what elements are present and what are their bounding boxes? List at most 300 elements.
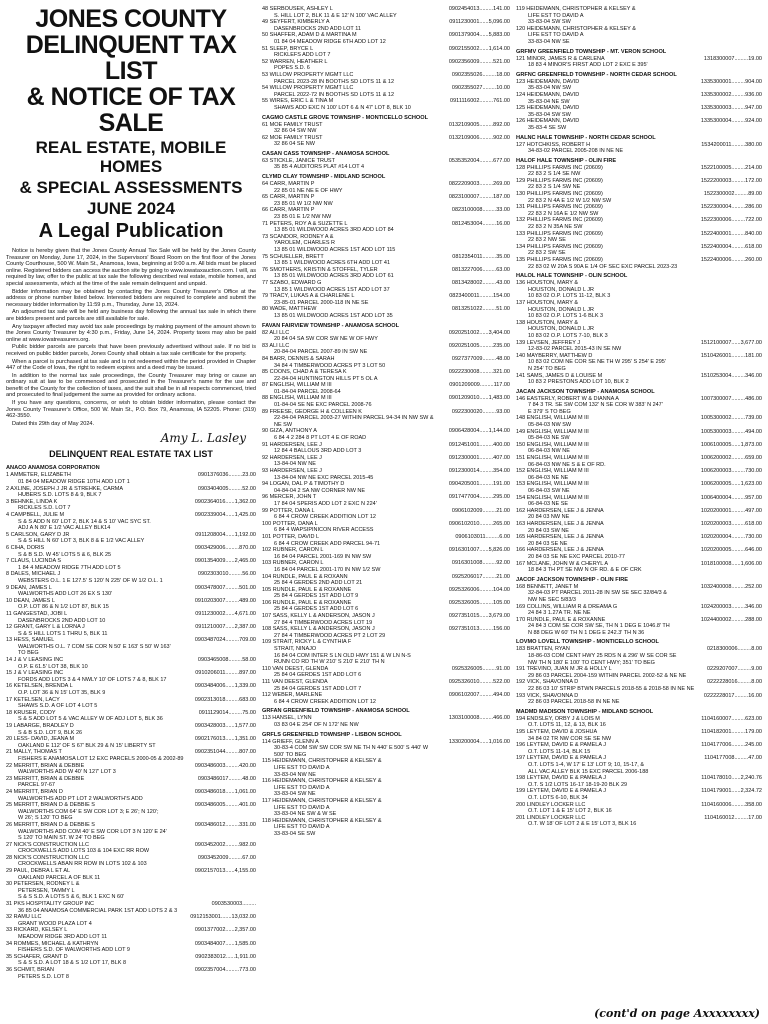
legal-description: 18 84 3 TH PT SE NW N OF RD. & E OF CRK <box>528 567 642 574</box>
legal-description: O.T. LOTS 6-10, BLK 34 <box>528 794 588 801</box>
entry-line <box>262 715 510 722</box>
legal-description: LIFE EST TO DAVID A <box>274 764 330 771</box>
entry-line <box>262 135 510 142</box>
parcel-amount: 0812453004.........16.00 <box>451 220 510 227</box>
parcel-amount: 0902155002......1,614.00 <box>448 45 510 52</box>
parcel-amount: 0902157013......4,155.00 <box>194 868 256 875</box>
tax-entry <box>262 560 510 573</box>
entry-line <box>262 692 510 699</box>
tax-entry <box>516 373 762 386</box>
owner-name: 163 HARDERSEN, LEE J & JENNA <box>516 520 604 527</box>
parcel-amount: 0925326005.........105.00 <box>448 599 510 606</box>
owner-name: 99 POTTER, DANA L <box>262 507 315 514</box>
tax-entry <box>516 815 762 828</box>
owner-name: 124 HEIDEMANN, DAVID <box>516 91 580 98</box>
parcel-amount: 0903428003......1,577.00 <box>194 723 256 729</box>
legal-description: 10 83 02 O.P. LOTS 7-10, BLK 3 <box>528 332 608 339</box>
parcel-amount: 1335300004.........924.00 <box>700 118 762 125</box>
entry-line <box>516 455 762 462</box>
entry-line <box>262 72 510 79</box>
parcel-amount: 0901379004......5,883.00 <box>448 32 510 39</box>
tax-entry <box>6 941 256 954</box>
tax-entry <box>516 755 762 775</box>
parcel-amount: 0903452002.........982.00 <box>194 841 256 848</box>
owner-name: 170 RUNDLE, PAUL E & ROXANNE <box>516 616 606 623</box>
entry-line <box>516 396 762 403</box>
entry-line <box>6 868 256 875</box>
tax-entry <box>262 508 510 521</box>
owner-name: 195 LEYTEM, DAVID & JOSHUA <box>516 729 598 735</box>
legal-description: 22 86 03 PARCEL 2018-58 IN NE NE <box>528 699 620 706</box>
legal-description: LIFE EST TO DAVID A <box>274 804 330 811</box>
tax-entry <box>6 512 256 532</box>
owner-name: 120 HEIDEMANN, CHRISTOPHER & KELSEY & <box>516 25 636 32</box>
parcel-amount: 0132109006.........902.00 <box>448 134 510 141</box>
district-heading: JACOF JACKSON TOWNSHIP - OLIN FIRE <box>516 576 628 583</box>
owner-name: 136 HOUSTON, MARY & <box>516 280 579 287</box>
legal-description: 24 84 3 COM SE COR SW SE, TH N 1 DEG E 1046.8' TH <box>528 623 670 630</box>
tax-entry <box>262 330 510 343</box>
legal-description: 6 84 4 WAPSIPINICON RIVER ACCESS <box>274 527 374 534</box>
listing-column-1 <box>6 465 256 980</box>
parcel-amount: 1335300001.........904.00 <box>700 78 762 85</box>
legal-description: S & S HILL LOTS 1 THRU 5, BLK 11 <box>18 630 108 637</box>
title-line-1: JONES COUNTY <box>35 6 227 33</box>
parcel-amount: 1032400008.........252.00 <box>700 583 762 590</box>
legal-description: SHAWS S.D. A OF LOT 4 LOT 5 <box>18 703 98 710</box>
parcel-amount: 1020200005.........646.00 <box>700 547 762 554</box>
owner-name: 125 HEIDEMANN, DAVID <box>516 105 580 112</box>
tax-entry <box>516 217 762 230</box>
tax-entry <box>516 340 762 353</box>
tax-entry <box>6 598 256 611</box>
legal-description: 23 85 01 W 1/2 NW NW <box>274 200 333 207</box>
legal-description: O.P. LOT 86 & N 1/2 LOT 87, BLK 15 <box>18 604 109 611</box>
tax-entry <box>262 207 510 220</box>
tax-entry <box>262 267 510 280</box>
entry-line <box>6 532 256 539</box>
entry-line <box>262 778 510 785</box>
tax-entry <box>262 494 510 507</box>
owner-name: 197 LEYTEM, DAVID E & PAMELA J <box>516 755 606 762</box>
tax-entry <box>6 822 256 842</box>
entry-line <box>516 561 762 568</box>
legal-description: O.T. LOTS 11, 12, & 13, BLK 16 <box>528 722 606 729</box>
subtitle-line-2: & SPECIAL ASSESSMENTS <box>19 178 243 197</box>
subtitle-line-1: REAL ESTATE, MOBILE HOMES <box>35 138 227 176</box>
parcel-amount: 0906102009.........21.00 <box>451 507 510 514</box>
legal-description: O.P. E 61.5' LOT 38, BLK 10 <box>18 663 88 670</box>
owner-name: 149 ENGLISH, WILLIAM M III <box>516 428 589 435</box>
owner-name: 128 PHILLIPS FARMS INC (20609) <box>516 164 603 171</box>
parcel-amount: 0911129014.........75.00 <box>198 709 256 716</box>
parcel-amount: 0925326010.........522.00 <box>448 679 510 685</box>
district-heading: CAGMO CASTLE GROVE TOWNSHIP - MONTICELLO SCHOOL <box>262 114 429 121</box>
tax-entry <box>516 468 762 481</box>
entry-line <box>262 207 510 214</box>
parcel-amount: 0925206017.........21.00 <box>451 573 510 580</box>
entry-line <box>262 626 510 633</box>
parcel-amount: 1104182001.........179.00 <box>701 729 762 735</box>
tax-entry <box>516 429 762 442</box>
owner-name: 4 CAMPBELL, JULIE M <box>6 512 65 518</box>
legal-description: 18 83 4 MINOR'S FIRST ADD LOT 2 EXC E 395' <box>528 62 648 69</box>
legal-description: 13 85 01 WILDWOOD ACRES 1ST ADD LOT 115 <box>274 247 396 253</box>
owner-name: 137 HOUSTON, MARY & <box>516 299 579 306</box>
legal-description: N 88 DEG W 60' TH N 1 DEG E 242.3' TH N 36 <box>528 629 645 636</box>
legal-description: RUNN CO RD TH W 210' S 210' E 210' TH N <box>274 659 385 666</box>
parcel-amount: 0904205001.........191.00 <box>448 481 510 488</box>
tax-entry <box>262 194 510 207</box>
owner-name: 200 LINDLEY LOCKER LLC <box>516 801 586 808</box>
entry-line <box>262 455 510 462</box>
parcel-amount: 1006200003.........730.00 <box>700 468 762 475</box>
legal-description: 25 84 4 GERDES 1ST ADD LOT 6 <box>274 606 359 613</box>
owner-name: 93 HARDERSEN, LEE J <box>262 468 322 474</box>
entry-line <box>6 637 256 644</box>
tax-entry <box>262 639 510 665</box>
tax-entry <box>262 98 510 111</box>
entry-line <box>262 468 510 475</box>
listing-column-3 <box>516 6 762 828</box>
parcel-amount: 0911230002......4,671.00 <box>195 610 256 617</box>
parcel-amount: 0222228016.........8.00 <box>706 679 762 686</box>
parcel-amount: 0902313018.........683.00 <box>194 696 256 703</box>
parcel-amount <box>508 798 510 805</box>
owner-name: 35 SCHAFER, GRANT D <box>6 953 68 960</box>
tax-entry <box>6 657 256 670</box>
parcel-amount: 0902357004.........773.00 <box>194 966 256 973</box>
entry-line <box>262 481 510 488</box>
owner-name: 63 STICKLE, JANICE TRUST <box>262 157 335 164</box>
district-heading: GRFMV GREENFIELD TOWNSHIP - MT. VERON SCHOOL <box>516 48 667 55</box>
tax-entry <box>262 666 510 679</box>
parcel-amount: 1522100005.........214.00 <box>700 164 762 171</box>
tax-entry <box>262 181 510 194</box>
owner-name: 53 WILLOW PROPERTY MGMT LLC <box>262 71 354 78</box>
tax-entry <box>262 409 510 429</box>
owner-name: 27 NICK'S CONSTRUCTION LLC <box>6 841 89 848</box>
legal-description: 13 85 01 WILDWOOD ACRES 1ST ADD LOT 35 <box>274 312 393 319</box>
parcel-amount: 0901209009.........117.00 <box>449 382 510 389</box>
legal-description: 17 84 04 SPERIS ADD LOT 2 EXC N 224' <box>274 500 377 507</box>
legal-description: 32 86 04 SW NW <box>274 128 317 135</box>
parcel-amount: 0902356009.........521.00 <box>448 58 510 65</box>
entry-line <box>262 547 510 554</box>
parcel-amount: 1005300002.........739.00 <box>700 415 762 422</box>
legal-description: WALWORTHS ADD COM 40' E SW COR LOT 3 N 120' E 24' <box>18 828 167 835</box>
entry-line <box>6 855 256 862</box>
tax-entry <box>6 585 256 598</box>
tax-entry <box>516 534 762 547</box>
legal-description: TO BEG <box>18 650 39 657</box>
entry-line <box>262 158 510 165</box>
entry-line <box>6 967 256 974</box>
parcel-amount: 1020200004.........730.00 <box>700 534 762 541</box>
owner-name: 50 SHAFFER, ADAM D & MARTINA M <box>262 32 357 39</box>
legal-description: 25 84 04 GERDES 1ST ADD LOT 6 <box>274 672 362 679</box>
parcel-amount: 1005300003.........494.00 <box>700 428 762 435</box>
owner-name: 9 DEAN, JAMES L <box>6 584 52 591</box>
owner-name: 61 MOE FAMILY TRUST <box>262 121 323 128</box>
tax-entry <box>6 789 256 802</box>
entry-line <box>516 495 762 502</box>
legal-description: 6 84 4 2 284 8 PT LOT 4 E OF ROAD <box>274 435 367 442</box>
parcel-amount: 1104178010......2,240.76 <box>701 775 762 782</box>
district-heading: HALNC HALE TOWNSHIP - NORTH CEDAR SCHOOL <box>516 134 656 141</box>
parcel-amount: 0903452009.........67.00 <box>197 854 256 861</box>
parcel-amount: 0927351015......3,679.00 <box>448 613 510 620</box>
owner-name: 34 ROMMES, MICHAEL & KATHRYN <box>6 940 99 947</box>
owner-name: 102 RUBNER, CARON L <box>262 547 324 554</box>
entry-line <box>516 340 762 347</box>
parcel-amount: 0903486018......1,061.00 <box>194 788 256 795</box>
tax-entry <box>516 729 762 742</box>
treasurer-signature: Amy L. Lasley <box>160 431 246 446</box>
legal-description: 36 85 04 ANAMOSA COMMERCIAL PARK 1ST ADD LOTS 2 & 3 <box>18 907 178 914</box>
entry-line <box>6 802 256 809</box>
legal-description: 32 86 04 SE NW <box>274 141 315 148</box>
entry-line <box>6 683 256 690</box>
legal-description: 33-83-04 SE SW <box>274 830 316 837</box>
tax-entry <box>262 613 510 626</box>
tax-entry <box>262 626 510 639</box>
tax-entry <box>262 19 510 32</box>
parcel-amount: 0903486012.........331.00 <box>194 821 256 828</box>
entry-line <box>262 758 510 765</box>
legal-description: S & S ADD N 60' LOT 2, BLK 14 & S 10' VAC SYC ST. <box>18 518 151 525</box>
tax-entry <box>6 736 256 749</box>
owner-name: 193 VICK, SHAVONNA D <box>516 692 579 699</box>
parcel-amount: 0902383012......1,911.00 <box>195 953 256 960</box>
legal-description: 20 84 03 SW NE <box>528 527 569 534</box>
owner-name: 198 LEYTEM, DAVID E & PAMELA J <box>516 775 606 782</box>
legal-description: 27 84 4 TIMBERWOOD ACRES LOT 19 <box>274 619 373 626</box>
entry-line <box>516 244 762 251</box>
legal-description: 16 84 04 COM INTER S LN OLD HWY 151 & W LN N-S <box>274 652 411 659</box>
owner-name: 111 VAN DEEST, GLENDA <box>262 679 328 685</box>
owner-name: 152 ENGLISH, WILLIAM M III <box>516 468 589 475</box>
parcel-amount: 0925326005.........91.00 <box>451 665 510 672</box>
tax-entry <box>262 468 510 481</box>
legal-description: GRANT WOOD PLAZA LOT 4 <box>18 920 92 927</box>
parcel-amount: 0906102007.........494.00 <box>448 692 510 699</box>
entry-line <box>6 624 256 631</box>
owner-name: 116 HEIDEMANN, CHRISTOPHER & KELSEY & <box>262 778 382 785</box>
owner-name: 77 SZABO, EDWARD G <box>262 279 322 286</box>
legal-description: 29 86 03 PARCEL 2004-159 WITHIN PARCEL 2002-52 & NE NE <box>528 672 687 679</box>
parcel-amount: 1522200003.........172.00 <box>700 177 762 184</box>
owner-name: 23 MERRITT, BRIAN & DEBBIE <box>6 775 85 782</box>
legal-description: 20 84 03 SE NE <box>528 540 568 547</box>
entry-line <box>516 775 762 782</box>
legal-description: WALWORTHS COM 64' E SW COR LOT 3; E 26'; N 120'; <box>18 808 159 815</box>
legal-description: 13 85 1 WILDWOOD ACRES 6TH ADD LOT 41 <box>274 260 391 267</box>
parcel-amount: 0911230001......5,096.00 <box>449 19 510 26</box>
legal-description: DASENBROCKS 2ND ADD LOT 10 <box>18 617 106 624</box>
parcel-amount: 0902364016......1,362.00 <box>194 498 256 505</box>
entry-line <box>262 521 510 528</box>
owner-name: 114 GRIEFF, GLENN A <box>262 738 319 745</box>
entry-line <box>516 534 762 541</box>
entry-line <box>6 901 256 908</box>
owner-name: 89 FREESE, GEORGE H & COLLEEN K <box>262 408 362 415</box>
tax-entry <box>6 611 256 624</box>
district-heading: JACAN JACKSON TOWNSHIP - ANAMOSA SCHOOL <box>516 388 655 395</box>
entry-line <box>262 587 510 594</box>
tax-entry <box>516 442 762 455</box>
legal-description: 25 84 4 GERDES 1ST ADD LOT 9 <box>274 593 359 600</box>
owner-name: 21 MALLY, THOMAS T <box>6 749 62 756</box>
tax-entry <box>262 778 510 798</box>
parcel-amount: 0813227006.........63.00 <box>451 266 510 273</box>
owner-name: 183 BRATTEN, RYAN <box>516 646 570 653</box>
notice-paragraph: Public bidder parcels are parcels that have been previously advertised without sale. If no bid is received on public bidder parcels, Jones County shall obtain a tax sale certificate for the property. <box>6 344 256 357</box>
parcel-amount: 0920251002......3,404.00 <box>448 329 510 336</box>
parcel-amount: 0823400011.........154.00 <box>449 293 510 300</box>
entry-line <box>262 600 510 607</box>
owner-name: 168 BENNETT, JANET M <box>516 583 579 590</box>
legal-description: STRAIT, NINAJO <box>274 646 317 653</box>
entry-line <box>6 670 256 677</box>
owner-name: 24 MERRITT, BRIAN D <box>6 788 63 795</box>
tax-entry <box>6 697 256 710</box>
owner-name: 82 ALI LLC <box>262 329 290 336</box>
tax-entry <box>6 749 256 762</box>
owner-name: 71 PETERS, ROY A & SUZETTE L <box>262 220 348 227</box>
owner-name: 83 ALI LLC <box>262 342 290 349</box>
parcel-amount <box>760 6 762 13</box>
owner-name: 118 HEIDEMANN, CHRISTOPHER & KELSEY & <box>262 817 382 824</box>
entry-line <box>6 749 256 756</box>
parcel-amount: 1018100008......1,606.00 <box>700 560 762 567</box>
tax-entry <box>262 293 510 306</box>
tax-entry <box>6 499 256 512</box>
tax-entry <box>262 758 510 778</box>
parcel-amount <box>760 300 762 307</box>
tax-entry <box>6 914 256 927</box>
tax-entry <box>262 679 510 692</box>
legal-description: 01-84-04 PARCEL 2008-64 <box>274 388 341 395</box>
legal-description: 18-86-03 COM CENT HWY 25 RDS N & 296' W SE COR SE <box>528 653 677 660</box>
entry-line <box>262 369 510 376</box>
owner-name: 5 CARLSON, GARY D JR <box>6 531 70 538</box>
parcel-amount: 1020200001.........497.00 <box>700 507 762 514</box>
district-heading: CASAN CASS TOWNSHIP - ANAMOSA SCHOOL <box>262 150 390 157</box>
owner-name: 150 ENGLISH, WILLIAM M III <box>516 441 589 448</box>
entry-line <box>6 789 256 796</box>
owner-name: 49 SEYFERT, KIMBERLY A <box>262 19 330 26</box>
legal-description: 6 84 4 CROW CREEK ADDITION LOT 12 <box>274 698 376 705</box>
legal-description: 24 84 3 1.27A TR. NE NE <box>528 610 591 617</box>
owner-name: 52 WARREN, HEATHER L <box>262 58 328 65</box>
entry-line <box>516 191 762 198</box>
parcel-amount: 1318300007.........19.00 <box>703 55 762 62</box>
legal-description: 34-83-02 PARCEL 2005-208 IN NE NE <box>528 148 624 155</box>
owner-name: 48 SERBOUSEK, ASHLEY L <box>262 6 333 12</box>
district-heading: ANACO ANAMOSA CORPORATION <box>6 465 100 472</box>
owner-name: 31 PKS HOSPITALITY GROUP INC <box>6 901 95 908</box>
entry-line <box>6 822 256 829</box>
tax-entry <box>262 306 510 319</box>
district-heading: GRFLS GREENFIELD TOWNSHIP - LISBON SCHOOL <box>262 731 402 738</box>
tax-entry <box>516 105 762 118</box>
entry-line <box>262 613 510 620</box>
legal-description: S & S S.D. A LOTS 5 & 6, BLK 1 EXC N 60' <box>18 894 125 901</box>
owner-name: 138 HOUSTON, MARY & <box>516 319 579 326</box>
tax-entry <box>6 881 256 901</box>
title-line-3: & NOTICE OF TAX SALE <box>26 83 236 137</box>
legal-description: 06-84-03 NE NE <box>528 474 569 481</box>
tax-entry <box>262 6 510 19</box>
notice-text <box>6 248 256 427</box>
parcel-amount: 0906103011.........6.00 <box>455 533 510 540</box>
parcel-amount: 1522400006.........260.00 <box>700 257 762 263</box>
legal-description: HOUSTON, DONALD L JR <box>528 306 595 313</box>
legal-description: 35-83-04 SW SW <box>528 111 571 118</box>
tax-entry <box>516 679 762 692</box>
owner-name: 17 KETELSEN, LACY <box>6 696 60 703</box>
legal-description: 12-83-02 PARCEL 2015-43 IN SE NW <box>528 346 622 353</box>
legal-description: 23-85-01 PARCEL 2000-118 IN NE SE <box>274 299 369 306</box>
tax-entry <box>262 221 510 234</box>
owner-name: 36 SCHMIT, BRIAN <box>6 966 54 973</box>
parcel-amount: 0903486003.........420.00 <box>194 762 256 769</box>
legal-description: 12 84 4 BALLOUS 3RD ADD LOT 3 <box>274 448 362 455</box>
owner-name: 153 ENGLISH, WILLIAM M III <box>516 481 589 488</box>
entry-line <box>262 560 510 567</box>
entry-line <box>262 534 510 541</box>
entry-line <box>516 217 762 224</box>
entry-line <box>516 617 762 624</box>
entry-line <box>516 788 762 795</box>
owner-name: 201 LINDLEY LOCKER LLC <box>516 814 586 821</box>
tax-entry <box>6 776 256 789</box>
subtitle-line-3: JUNE 2024 <box>87 199 175 218</box>
owner-name: 100 POTTER, DANA L <box>262 520 318 527</box>
tax-entry <box>6 532 256 545</box>
owner-name: 7 CLAUS, LUCINDA S <box>6 558 62 565</box>
entry-line <box>516 257 762 264</box>
parcel-amount: 0902351044.........807.00 <box>194 749 256 756</box>
parcel-amount: 0132109005.........892.00 <box>448 121 510 128</box>
entry-line <box>516 481 762 488</box>
legal-description: 10 83 02 O.P. LOTS 1-6 BLK 3 <box>528 313 604 320</box>
owner-name: 88 ENGLISH, WILLIAM M III <box>262 395 332 402</box>
parcel-amount: 0925326006.........104.00 <box>448 586 510 593</box>
parcel-amount: 0903486017.........48.00 <box>197 775 256 782</box>
owner-name: 91 HARDERSEN, LEE J <box>262 441 322 448</box>
tax-entry <box>6 486 256 499</box>
legal-description: 01-84-04 SE NE EXC PARCEL 2008-76 <box>274 402 372 409</box>
legal-description: 22 85 01 NE NE E OF HWY <box>274 187 343 194</box>
legal-description: O.T. LOTS 11-14, BLK 15 <box>528 748 591 755</box>
tax-entry <box>516 353 762 373</box>
owner-name: 85 COONS, CHAD A & TERESA K <box>262 369 347 376</box>
legal-description: 30-83-4 COM SW SW COR SW NE TH N 440' E 500' S 440' W <box>274 745 429 752</box>
entry-line <box>262 98 510 105</box>
entry-line <box>6 763 256 770</box>
legal-description: 1 84 4 MEADOW RIDGE 7TH ADD LOT 5 <box>18 564 121 571</box>
legal-description: 10 83 02 COM NE COR SE NE TH W 295' S 254' E 295' <box>528 359 666 366</box>
owner-name: 10 DEAN, JAMES L <box>6 597 55 604</box>
parcel-amount: 0823100007.........187.00 <box>448 194 510 201</box>
owner-name: 26 MERRITT, BRIAN D & DEBBIE S <box>6 821 95 828</box>
owner-name: 105 RUNDLE, PAUL E & ROXANNE <box>262 586 352 593</box>
parcel-amount: 0927377009.........48.00 <box>451 355 510 362</box>
entry-line <box>262 356 510 363</box>
tax-entry <box>516 92 762 105</box>
